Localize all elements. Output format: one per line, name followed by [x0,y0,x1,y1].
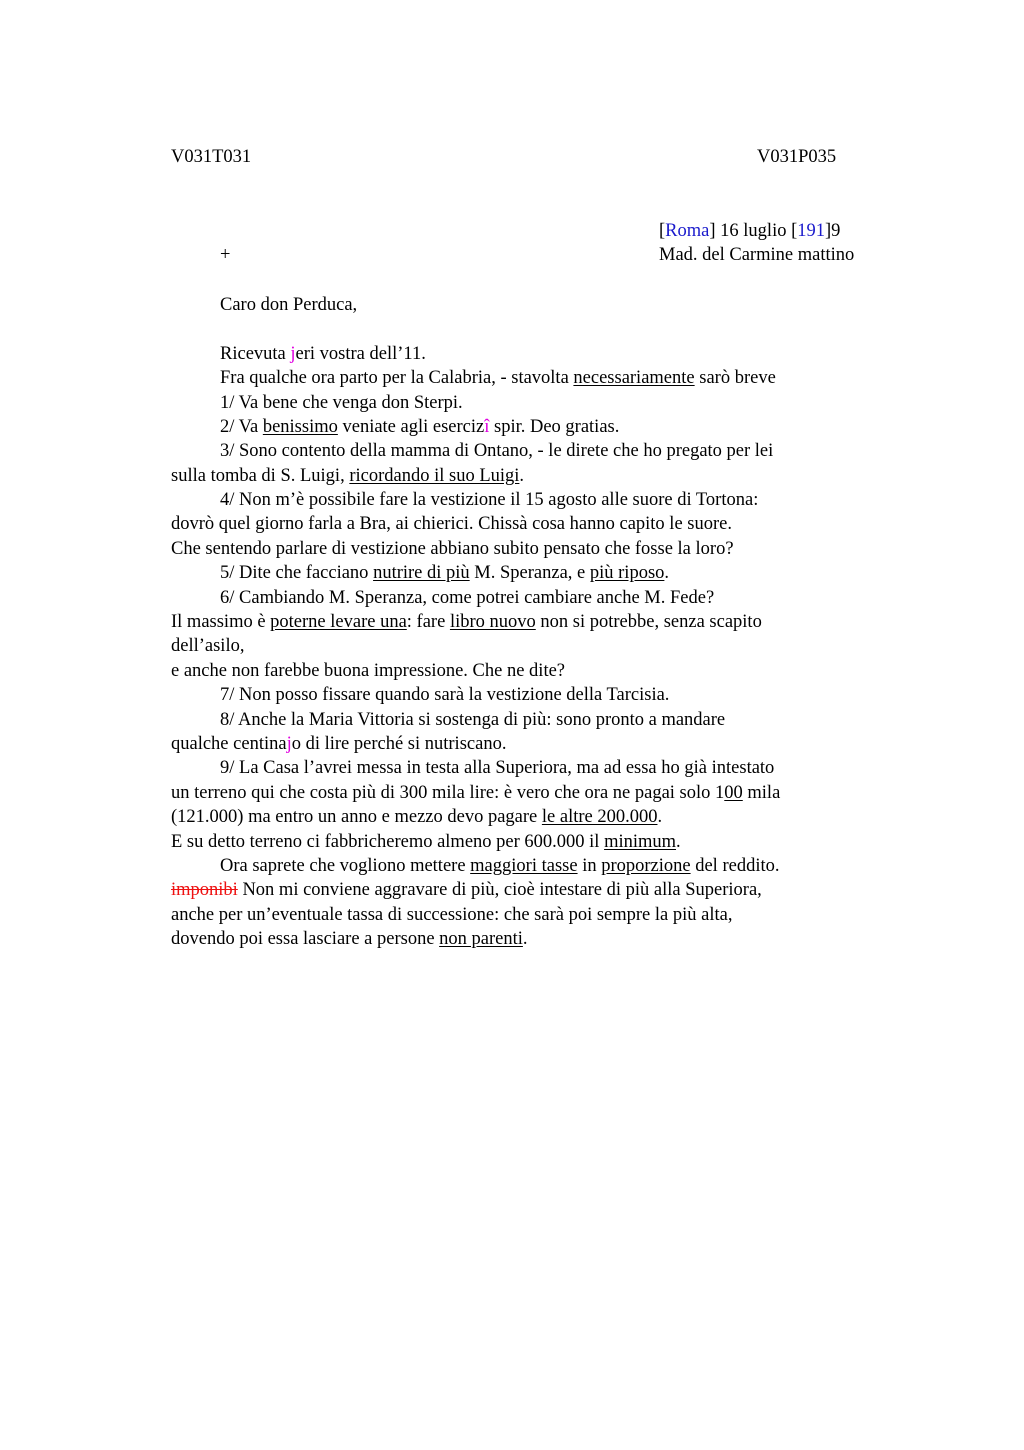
body-line: 6/ Cambiando M. Speranza, come potrei cambiare anche M. Fede? [220,588,715,608]
body-line: 5/ Dite che facciano nutrire di più M. Speranza, e più riposo. [220,563,670,583]
body-line: Fra qualche ora parto per la Calabria, - stavolta necessariamente sarò breve [220,368,776,388]
body-line: anche per un’eventuale tassa di successione: che sarà poi sempre la più alta, [171,905,733,925]
body-line: 3/ Sono contento della mamma di Ontano, - le direte che ho pregato per lei [220,441,774,461]
body-line: Ricevuta jeri vostra dell’11. [220,344,426,364]
body-line: qualche centinajo di lire perché si nutriscano. [171,734,507,754]
body-line: dell’asilo, [171,636,245,656]
body-line: dovrò quel giorno farla a Bra, ai chierici. Chissà cosa hanno capito le suore. [171,514,732,534]
header-right-code: V031P035 [757,147,837,167]
body-line: 7/ Non posso fissare quando sarà la vestizione della Tarcisia. [220,685,670,705]
header-left-code: V031T031 [171,147,252,167]
body-line: un terreno qui che costa più di 300 mila lire: è vero che ora ne pagai solo 100 mila [171,783,781,803]
body-line: 9/ La Casa l’avrei messa in testa alla Superiora, ma ad essa ho già intestato [220,758,775,778]
body-line: e anche non farebbe buona impressione. Che ne dite? [171,661,566,681]
body-line: 8/ Anche la Maria Vittoria si sostenga di più: sono pronto a mandare [220,710,726,730]
body-line: 4/ Non m’è possibile fare la vestizione il 15 agosto alle suore di Tortona: [220,490,759,510]
cross-mark: + [220,245,231,265]
salutation: Caro don Perduca, [220,295,358,315]
body-line: sulla tomba di S. Luigi, ricordando il suo Luigi. [171,466,525,486]
body-line: 2/ Va benissimo veniate agli esercizî spir. Deo gratias. [220,417,620,437]
dateline-subline: Mad. del Carmine mattino [659,245,855,265]
body-line: Che sentendo parlare di vestizione abbiano subito pensato che fosse la loro? [171,539,734,559]
body-line: (121.000) ma entro un anno e mezzo devo pagare le altre 200.000. [171,807,663,827]
body-line: imponibi Non mi conviene aggravare di più, cioè intestare di più alla Superiora, [171,880,762,900]
body-line: dovendo poi essa lasciare a persone non parenti. [171,929,528,949]
year-inserted: 191 [797,221,826,241]
body-line: Il massimo è poterne levare una: fare libro nuovo non si potrebbe, senza scapito [171,612,762,632]
body-line: 1/ Va bene che venga don Sterpi. [220,393,463,413]
body-line: Ora saprete che vogliono mettere maggiori tasse in proporzione del reddito. [220,856,780,876]
body-line: E su detto terreno ci fabbricheremo almeno per 600.000 il minimum. [171,832,681,852]
struck-word: imponibi [171,880,238,900]
dateline: [Roma] 16 luglio [191]9 [659,221,841,241]
place-name: Roma [665,221,710,241]
